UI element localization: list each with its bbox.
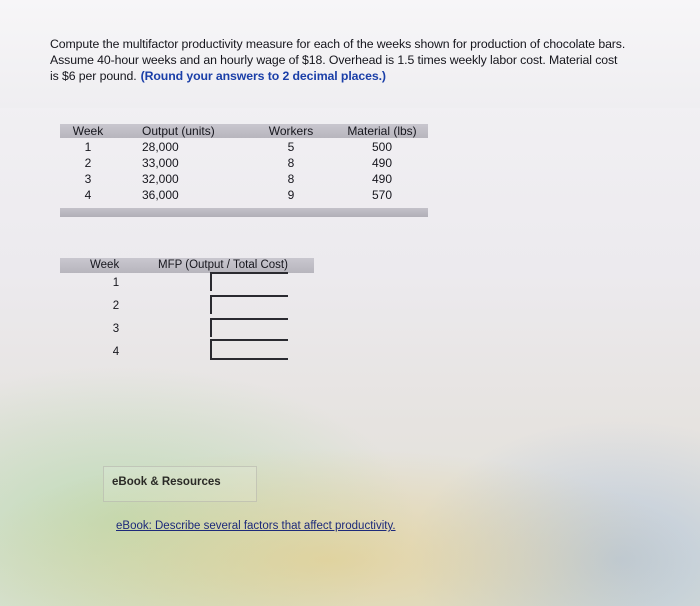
ebook-link[interactable]: eBook: Describe several factors that affect productivity. xyxy=(116,520,396,532)
answer-week-4: 4 xyxy=(112,346,120,358)
mfp-input-week-1[interactable] xyxy=(210,272,288,291)
header-workers: Workers xyxy=(268,124,314,138)
question-line-2: Assume 40-hour weeks and an hourly wage of $18. Overhead is 1.5 times weekly labor cost. Material cost xyxy=(50,53,618,67)
header-output: Output (units) xyxy=(142,124,215,138)
row3-material: 490 xyxy=(371,172,393,186)
answer-week-2: 2 xyxy=(112,300,120,312)
answer-week-3: 3 xyxy=(112,323,120,335)
mfp-input-week-4[interactable] xyxy=(210,339,288,360)
row3-week: 3 xyxy=(84,172,92,186)
question-line-3-text: is $6 per pound. xyxy=(50,69,137,83)
ebook-resources-label: eBook & Resources xyxy=(112,476,221,488)
row2-output: 33,000 xyxy=(142,156,179,170)
answer-header-mfp: MFP (Output / Total Cost) xyxy=(158,259,288,271)
row2-material: 490 xyxy=(371,156,393,170)
header-week: Week xyxy=(72,124,104,138)
row4-material: 570 xyxy=(371,188,393,202)
answer-week-1: 1 xyxy=(112,277,120,289)
answer-header-week: Week xyxy=(90,259,120,271)
answer-table xyxy=(60,258,320,358)
given-data-table xyxy=(60,124,428,218)
question-text xyxy=(50,36,698,84)
row4-workers: 9 xyxy=(287,188,295,202)
mfp-input-week-3[interactable] xyxy=(210,318,288,337)
row4-week: 4 xyxy=(84,188,92,202)
rounding-hint: (Round your answers to 2 decimal places.) xyxy=(140,69,386,83)
mfp-input-week-2[interactable] xyxy=(210,295,288,314)
row3-output: 32,000 xyxy=(142,172,179,186)
row3-workers: 8 xyxy=(287,172,295,186)
header-material: Material (lbs) xyxy=(347,124,417,138)
question-line-3 xyxy=(50,68,698,84)
row1-week: 1 xyxy=(84,140,92,154)
table-footer-bar xyxy=(60,208,428,217)
question-line-1: Compute the multifactor productivity measure for each of the weeks shown for production of chocolate bars. xyxy=(50,37,626,51)
row1-material: 500 xyxy=(371,140,393,154)
row4-output: 36,000 xyxy=(142,188,179,202)
row1-workers: 5 xyxy=(287,140,295,154)
row1-output: 28,000 xyxy=(142,140,179,154)
row2-workers: 8 xyxy=(287,156,295,170)
row2-week: 2 xyxy=(84,156,92,170)
